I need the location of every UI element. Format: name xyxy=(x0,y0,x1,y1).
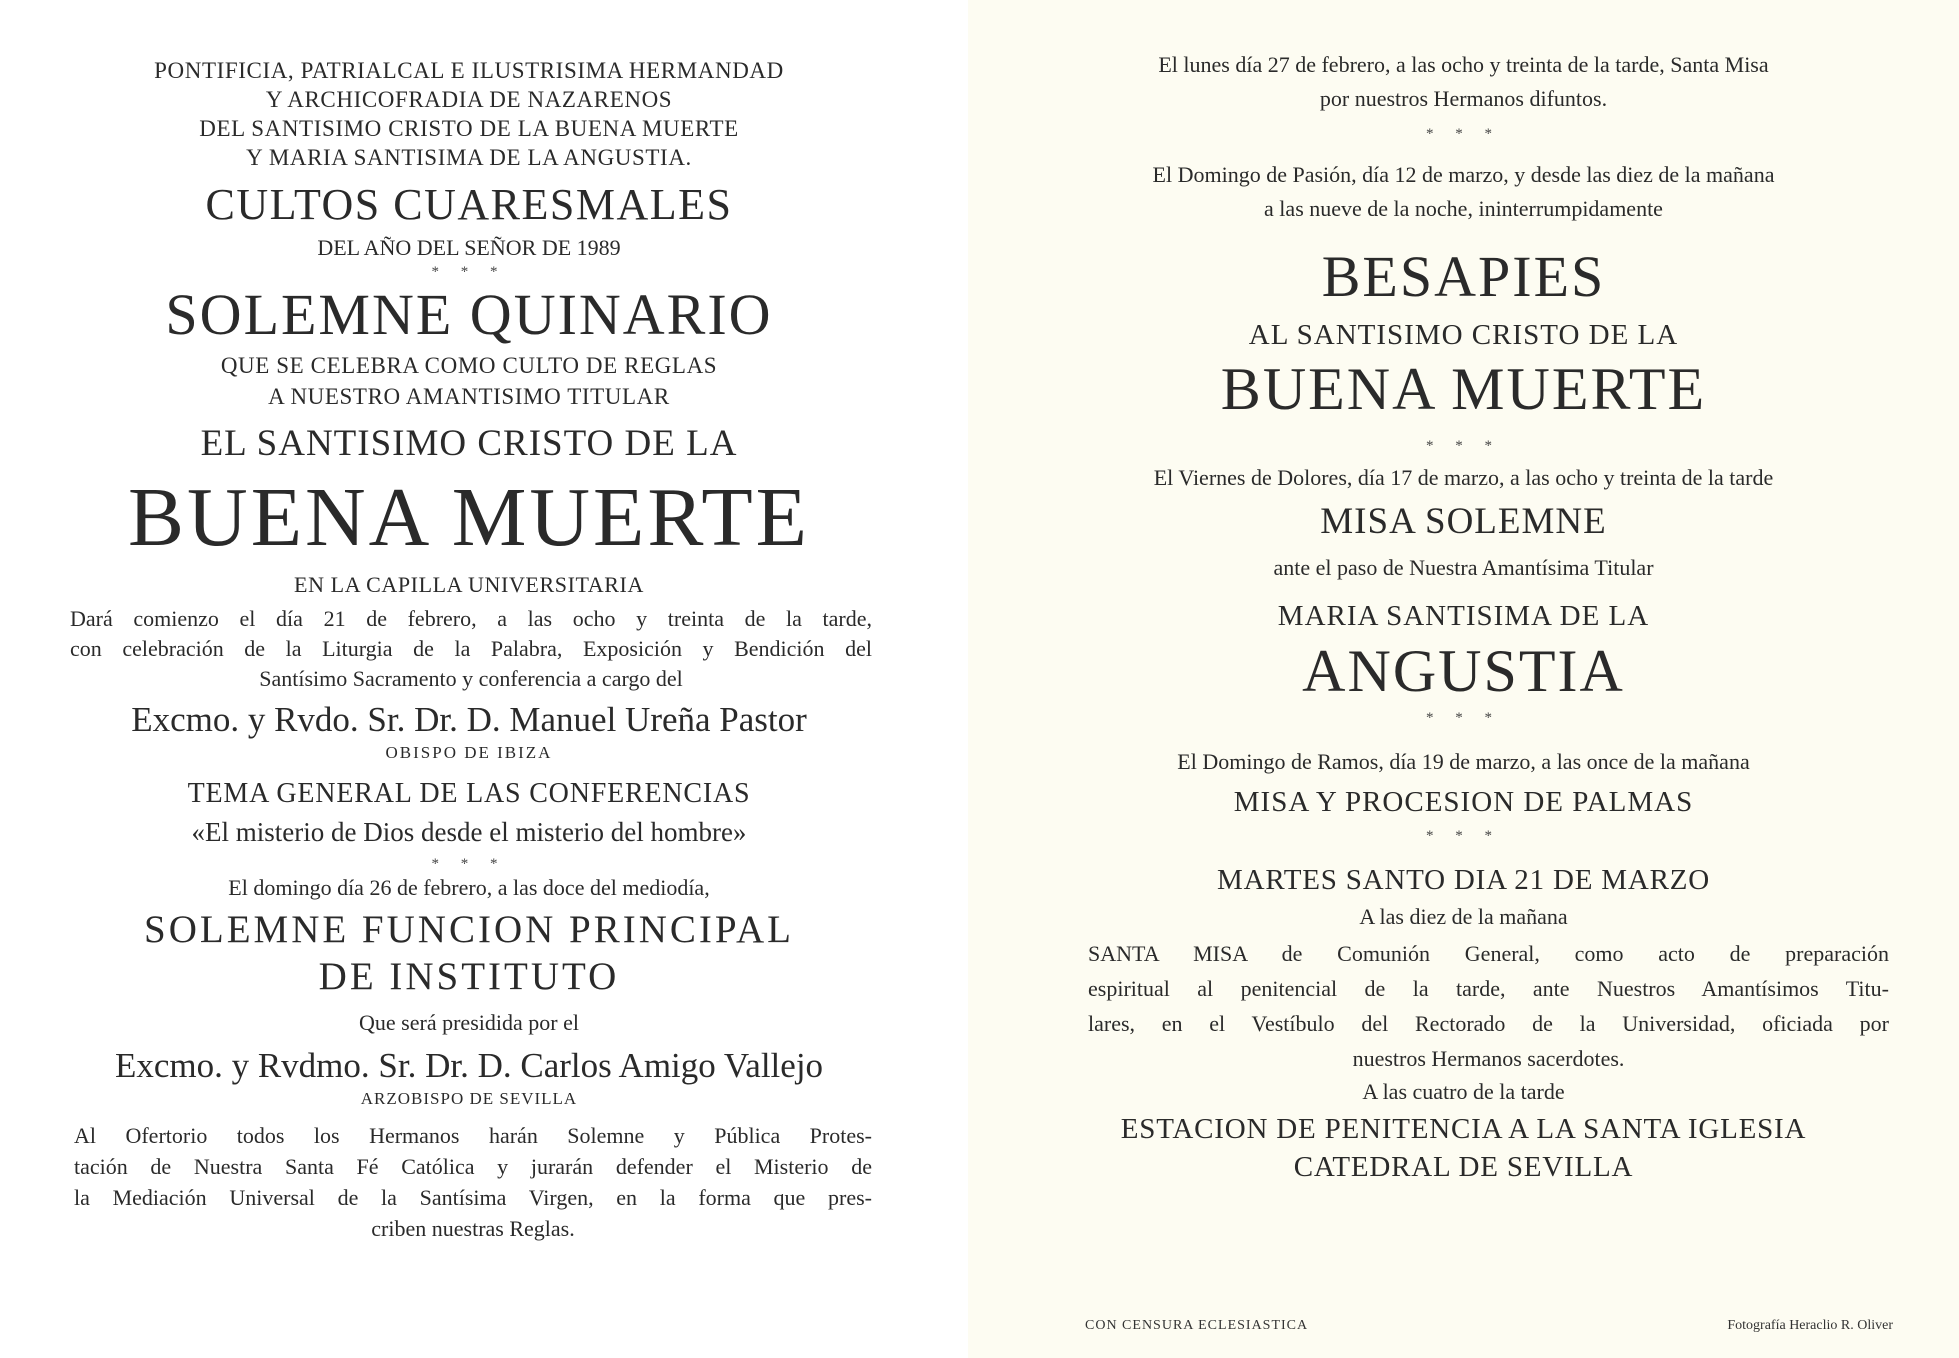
misa-solemne-title: MISA SOLEMNE xyxy=(1320,501,1607,542)
presidida-line: Que será presidida por el xyxy=(359,1010,579,1035)
comienzo-line: Dará comienzo el día 21 de febrero, a las ocho y treinta de la tarde, xyxy=(70,606,872,631)
viernes-line: El Viernes de Dolores, día 17 de marzo, a las ocho y treinta de la tarde xyxy=(1153,465,1774,490)
header-line: Y ARCHICOFRADIA DE NAZARENOS xyxy=(265,87,673,112)
speaker-title: OBISPO DE IBIZA xyxy=(385,743,553,762)
al-cristo-line: AL SANTISIMO CRISTO DE LA xyxy=(1248,319,1679,351)
tema-heading: TEMA GENERAL DE LAS CONFERENCIAS xyxy=(187,778,751,809)
presider-name: Excmo. y Rvdmo. Sr. Dr. D. Carlos Amigo Vallejo xyxy=(114,1046,824,1085)
estacion-line: ESTACION DE PENITENCIA A LA SANTA IGLESIA xyxy=(1120,1113,1807,1145)
tema-quote: «El misterio de Dios desde el misterio del hombre» xyxy=(191,817,747,847)
buena-muerte-title: BUENA MUERTE xyxy=(1220,356,1707,422)
ornament-stars: * * * xyxy=(431,264,507,280)
ornament-stars: * * * xyxy=(1426,438,1501,454)
pasion-line: El Domingo de Pasión, día 12 de marzo, y desde las diez de la mañana xyxy=(1152,162,1775,187)
ornament-stars: * * * xyxy=(1426,710,1501,726)
cristo-line: EL SANTISIMO CRISTO DE LA xyxy=(200,423,738,464)
martes-santo-title: MARTES SANTO DIA 21 DE MARZO xyxy=(1216,864,1710,896)
right-page xyxy=(968,0,1959,1358)
angustia-title: ANGUSTIA xyxy=(1302,638,1625,704)
page-fold xyxy=(938,0,968,1358)
celebra-block xyxy=(0,350,938,412)
ofertorio-line: Al Ofertorio todos los Hermanos harán Solemne y Pública Protes- xyxy=(74,1123,872,1148)
celebra-line: QUE SE CELEBRA COMO CULTO DE REGLAS xyxy=(220,353,718,378)
brotherhood-header xyxy=(0,56,938,172)
santa-misa-line: SANTA MISA de Comunión General, como acto de preparación xyxy=(1088,941,1889,966)
ornament-stars: * * * xyxy=(431,856,507,872)
ornament-stars: * * * xyxy=(1426,828,1501,844)
header-line: Y MARIA SANTISIMA DE LA ANGUSTIA. xyxy=(246,145,692,170)
santa-misa-line: lares, en el Vestíbulo del Rectorado de la Universidad, oficiada por xyxy=(1088,1011,1889,1036)
ofertorio-paragraph xyxy=(74,1120,872,1244)
censura-note: CON CENSURA ECLESIASTICA xyxy=(1085,1318,1309,1333)
ante-paso-line: ante el paso de Nuestra Amantísima Titular xyxy=(1273,555,1654,580)
funcion-title xyxy=(0,906,938,1000)
header-line: DEL SANTISIMO CRISTO DE LA BUENA MUERTE xyxy=(199,116,739,141)
quinario-title: SOLEMNE QUINARIO xyxy=(165,282,773,347)
year-line: DEL AÑO DEL SEÑOR DE 1989 xyxy=(317,235,621,260)
ornament-stars: * * * xyxy=(1426,126,1501,142)
celebra-line: A NUESTRO AMANTISIMO TITULAR xyxy=(268,384,670,409)
buena-muerte-title: BUENA MUERTE xyxy=(128,471,810,564)
estacion-line: CATEDRAL DE SEVILLA xyxy=(1293,1151,1634,1183)
comienzo-line: con celebración de la Liturgia de la Palabra, Exposición y Bendición del xyxy=(70,636,872,661)
header-line: PONTIFICIA, PATRIALCAL E ILUSTRISIMA HERMANDAD xyxy=(154,58,784,83)
pasion-line: a las nueve de la noche, ininterrumpidamente xyxy=(1264,196,1663,221)
santa-misa-line: nuestros Hermanos sacerdotes. xyxy=(1352,1046,1625,1071)
ofertorio-line: tación de Nuestra Santa Fé Católica y jurarán defender el Misterio de xyxy=(74,1154,872,1179)
domingo-line: El domingo día 26 de febrero, a las doce del mediodía, xyxy=(228,875,710,900)
lunes-line: El lunes día 27 de febrero, a las ocho y treinta de la tarde, Santa Misa xyxy=(1158,52,1769,77)
santa-misa-paragraph xyxy=(1088,936,1889,1076)
photo-credit: Fotografía Heraclio R. Oliver xyxy=(1727,1318,1893,1333)
funcion-line: DE INSTITUTO xyxy=(318,955,620,998)
capilla-line: EN LA CAPILLA UNIVERSITARIA xyxy=(294,572,644,597)
santa-misa-line: espiritual al penitencial de la tarde, ante Nuestros Amantísimos Titu- xyxy=(1088,976,1889,1001)
ofertorio-line: criben nuestras Reglas. xyxy=(371,1216,575,1241)
cuatro-line: A las cuatro de la tarde xyxy=(1362,1079,1565,1104)
presider-title: ARZOBISPO DE SEVILLA xyxy=(360,1089,578,1108)
lunes-line: por nuestros Hermanos difuntos. xyxy=(1319,86,1608,111)
funcion-line: SOLEMNE FUNCION PRINCIPAL xyxy=(144,908,794,951)
pasion-paragraph xyxy=(968,158,1959,226)
cultos-title: CULTOS CUARESMALES xyxy=(205,180,733,229)
diez-line: A las diez de la mañana xyxy=(1359,904,1568,929)
speaker-name: Excmo. y Rvdo. Sr. Dr. D. Manuel Ureña Pastor xyxy=(131,700,807,739)
lunes-paragraph xyxy=(968,48,1959,116)
ofertorio-line: la Mediación Universal de la Santísima Virgen, en la forma que pres- xyxy=(74,1185,872,1210)
besapies-title: BESAPIES xyxy=(1321,244,1606,309)
left-page xyxy=(0,0,938,1358)
palmas-title: MISA Y PROCESION DE PALMAS xyxy=(1233,786,1694,818)
maria-line: MARIA SANTISIMA DE LA xyxy=(1277,600,1650,632)
comienzo-paragraph xyxy=(70,604,872,694)
comienzo-line: Santísimo Sacramento y conferencia a cargo del xyxy=(259,666,683,691)
estacion-title xyxy=(968,1110,1959,1186)
ramos-line: El Domingo de Ramos, día 19 de marzo, a las once de la mañana xyxy=(1177,749,1750,774)
